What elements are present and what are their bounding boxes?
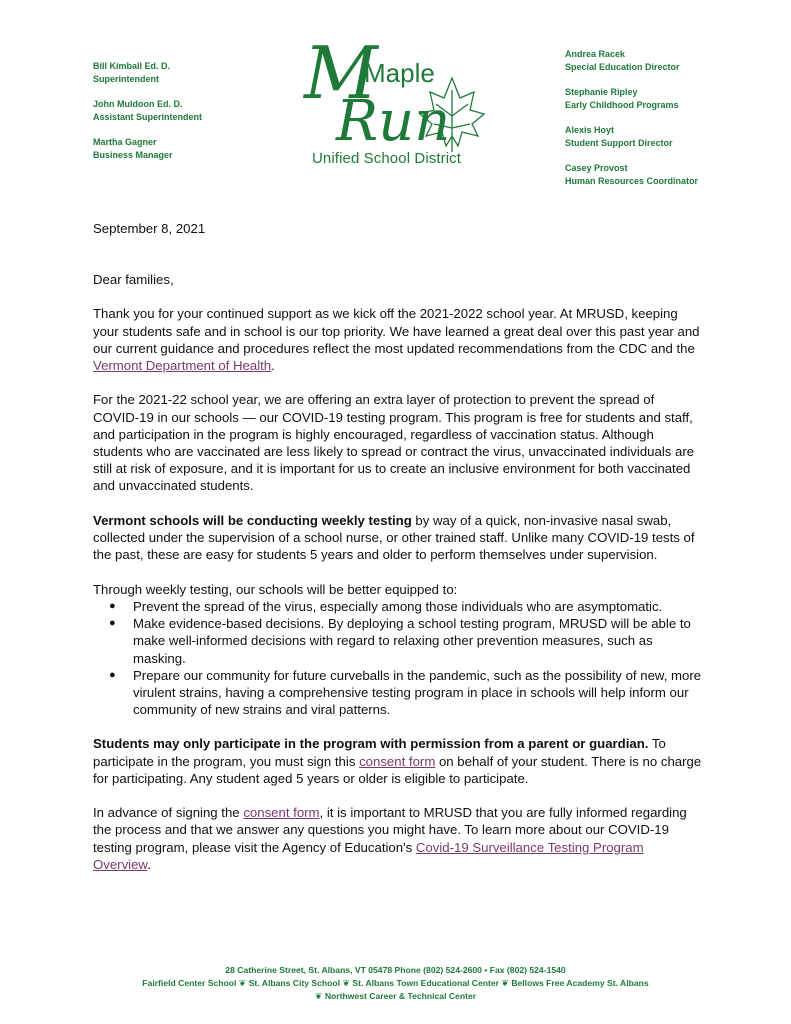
staff-name: Stephanie Ripley	[565, 87, 638, 97]
paragraph-intro	[93, 305, 703, 374]
staff-entry	[565, 162, 775, 188]
letter-body	[93, 220, 703, 890]
paragraph-text: To participate in the program, you must sign this	[93, 736, 666, 769]
footer-schools-line2	[0, 990, 791, 1003]
benefits-list	[93, 598, 703, 718]
bold-text: Vermont schools will be conducting weekly testing	[93, 512, 412, 528]
staff-entry	[565, 86, 775, 112]
paragraph-program: For the 2021-22 school year, we are offering an extra layer of protection to prevent the spread of COVID-19 in our schools — our COVID-19 testing program. This program is free for students and staff, and participation in the program is highly encouraged, regardless of vaccination status. Although students who are vaccinated are less likely to spread or contract the virus, unvaccinated individuals are still at risk of exposure, and it is important for us to create an inclusive environment for both vaccinated and unvaccinated students.	[93, 392, 695, 494]
paragraph-testing	[93, 512, 703, 564]
salutation: Dear families,	[93, 272, 174, 288]
list-item: ● Prevent the spread of the virus, especially among those individuals who are asymptomatic.	[133, 598, 703, 615]
staff-title: Student Support Director	[565, 138, 673, 148]
staff-name: Bill Kimball Ed. D.	[93, 61, 171, 71]
staff-entry	[93, 98, 293, 124]
logo-run-text: Run	[336, 89, 451, 154]
punctuation: .	[271, 358, 275, 374]
letter-date: September 8, 2021	[93, 221, 206, 236]
school-name: Bellows Free Academy St. Albans	[511, 978, 649, 988]
bold-text: Students may only participate in the program with permission from a parent or guardian.	[93, 736, 649, 752]
list-item: ● Make evidence-based decisions. By deploying a school testing program, MRUSD will be able to make well-informed decisions with regard to relaxing other prevention measures, such as masking.	[133, 615, 703, 667]
staff-title: Special Education Director	[565, 62, 680, 72]
punctuation: .	[147, 856, 151, 872]
leaf-icon: ❦	[501, 978, 509, 988]
staff-name: John Muldoon Ed. D.	[93, 99, 183, 109]
staff-name: Alexis Hoyt	[565, 125, 615, 135]
paragraph-advance	[93, 804, 703, 873]
school-name: St. Albans City School	[248, 978, 341, 988]
paragraph-text: on behalf of your student. There is no charge for participating. Any student aged 5 years or older is eligible to participate.	[93, 753, 702, 786]
staff-name: Martha Gagner	[93, 137, 157, 147]
paragraph-text: In advance of signing the	[93, 805, 244, 821]
staff-title: Human Resources Coordinator	[565, 176, 699, 186]
vermont-health-link[interactable]: Vermont Department of Health	[93, 358, 272, 374]
staff-name: Casey Provost	[565, 163, 628, 173]
list-item: ● Prepare our community for future curveballs in the pandemic, such as the possibility of new, more virulent strains, having a comprehensive testing program in place in schools will help inform our community of new strains and viral patterns.	[133, 667, 703, 719]
school-name: Fairfield Center School	[142, 978, 237, 988]
leaf-icon: ❦	[314, 991, 323, 1001]
staff-entry	[565, 48, 775, 74]
logo-maple-text: Maple	[364, 58, 435, 88]
consent-form-link[interactable]: consent form	[359, 753, 436, 769]
staff-entry	[93, 60, 293, 86]
leaf-icon: ❦	[342, 978, 350, 988]
footer-schools	[0, 977, 791, 990]
leaf-icon: ❦	[238, 978, 247, 988]
testing-overview-link[interactable]: Covid-19 Surveillance Testing Program Overview	[93, 839, 644, 872]
school-name: St. Albans Town Educational Center	[352, 978, 499, 988]
consent-form-link[interactable]: consent form	[243, 805, 320, 821]
paragraph-benefits-intro: Through weekly testing, our schools will be better equipped to:	[93, 581, 458, 597]
paragraph-text: Thank you for your continued support as we kick off the 2021-2022 school year. At MRUSD, keeping your students safe and in school is our top priority. We have learned a great deal over this past year and our current guidance and procedures reflect the most updated recommendations from the CDC and the	[93, 306, 700, 356]
footer	[0, 964, 791, 1003]
staff-entry	[93, 136, 293, 162]
logo-subtitle: Unified School District	[312, 150, 462, 167]
school-name: Northwest Career & Technical Center	[324, 991, 477, 1001]
staff-name: Andrea Racek	[565, 49, 626, 59]
staff-title: Business Manager	[93, 150, 173, 160]
staff-title: Assistant Superintendent	[93, 112, 203, 122]
paragraph-permission	[93, 735, 703, 787]
paragraph-text: by way of a quick, non-invasive nasal swab, collected under the supervision of a school nurse, or other trained staff. Unlike many COVID-19 tests of the past, these are easy for students 5 years and older to perform themselves under supervision.	[93, 512, 695, 563]
staff-entry	[565, 124, 775, 150]
staff-title: Superintendent	[93, 74, 160, 84]
right-staff-list	[565, 48, 775, 200]
paragraph-text: , it is important to MRUSD that you are fully informed regarding the process and that we answer any questions you might have. To learn more about our COVID-19 testing program, please visit the Agency of Education's	[93, 805, 687, 855]
logo-m-letter: M	[304, 31, 378, 115]
left-staff-list	[93, 60, 293, 174]
staff-title: Early Childhood Programs	[565, 100, 679, 110]
footer-address: 28 Catherine Street, St. Albans, VT 05478 Phone (802) 524-2600 • Fax (802) 524-1540	[225, 965, 566, 975]
